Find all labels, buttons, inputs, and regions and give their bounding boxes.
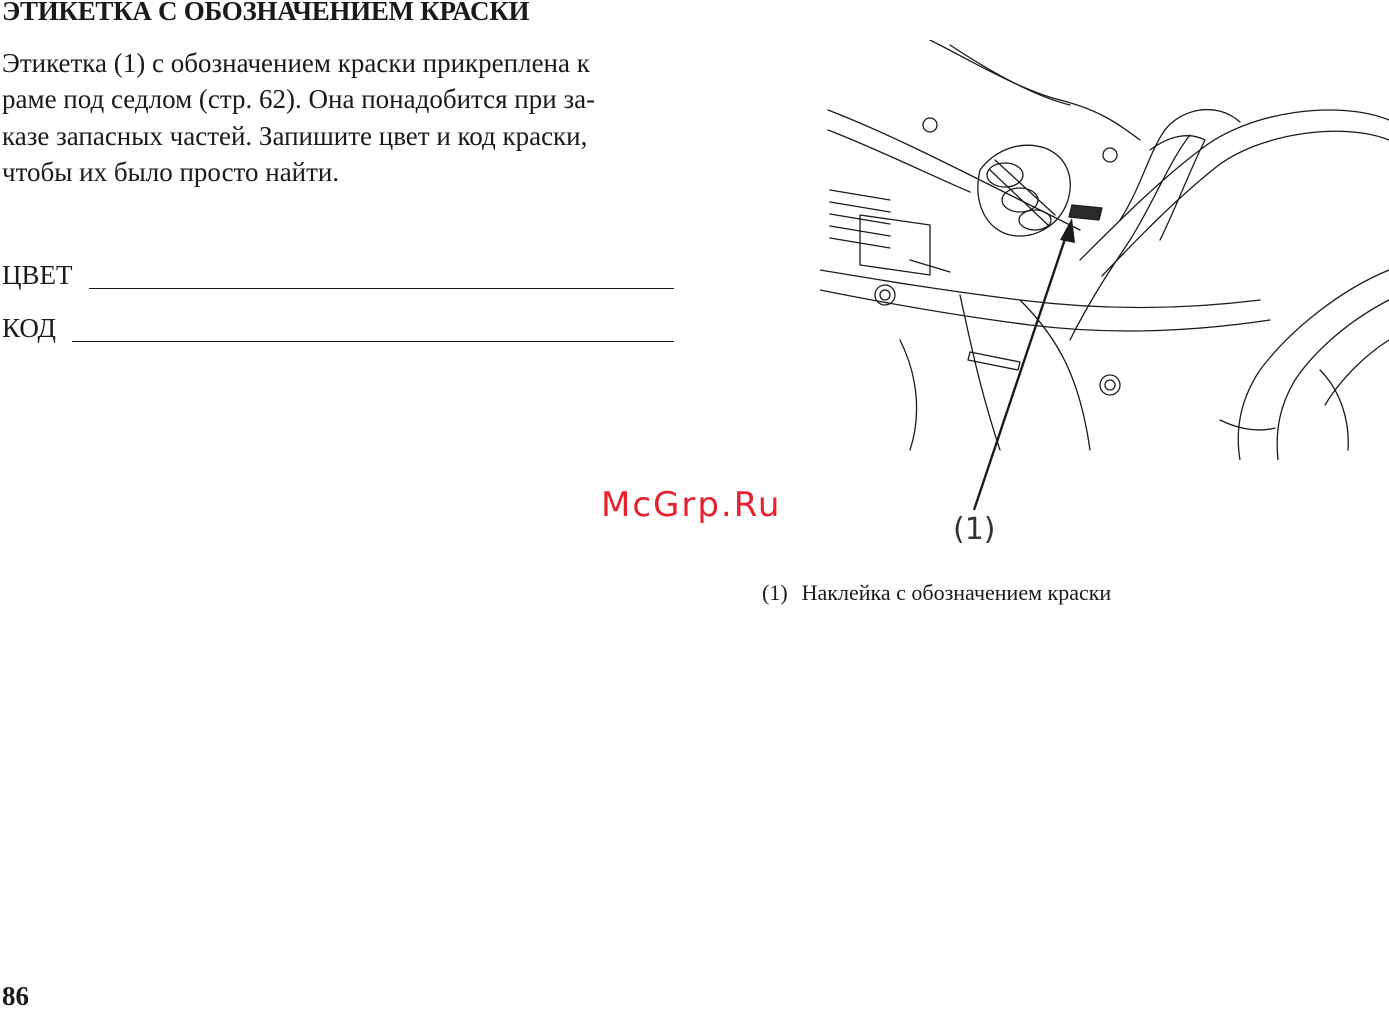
color-fill-line bbox=[89, 288, 675, 289]
figure-caption bbox=[762, 580, 1111, 606]
color-field-label: ЦВЕТ bbox=[2, 260, 73, 290]
body-paragraph: Этикетка (1) с обозначением краски прикреплена к раме под седлом (стр. 62). Она понадобится при за- казе запасных частей. Запишите цвет и код краски, чтобы их было просто найти. bbox=[2, 48, 596, 187]
caption-number: (1) bbox=[762, 580, 788, 605]
caption-text: Наклейка с обозначением краски bbox=[801, 580, 1112, 605]
page-number: 86 bbox=[2, 981, 29, 1011]
code-field-label: КОД bbox=[2, 313, 56, 343]
color-field-row bbox=[2, 255, 674, 291]
watermark-text: McGrp.Ru bbox=[601, 485, 782, 525]
motorcycle-illustration bbox=[820, 40, 1389, 460]
page-title: ЭТИКЕТКА С ОБОЗНАЧЕНИЕМ КРАСКИ bbox=[2, 0, 530, 26]
callout-marker-1: (1) bbox=[953, 512, 996, 547]
code-fill-line bbox=[72, 341, 674, 342]
code-field-row bbox=[2, 308, 674, 344]
callout-leader-line bbox=[960, 210, 1080, 520]
